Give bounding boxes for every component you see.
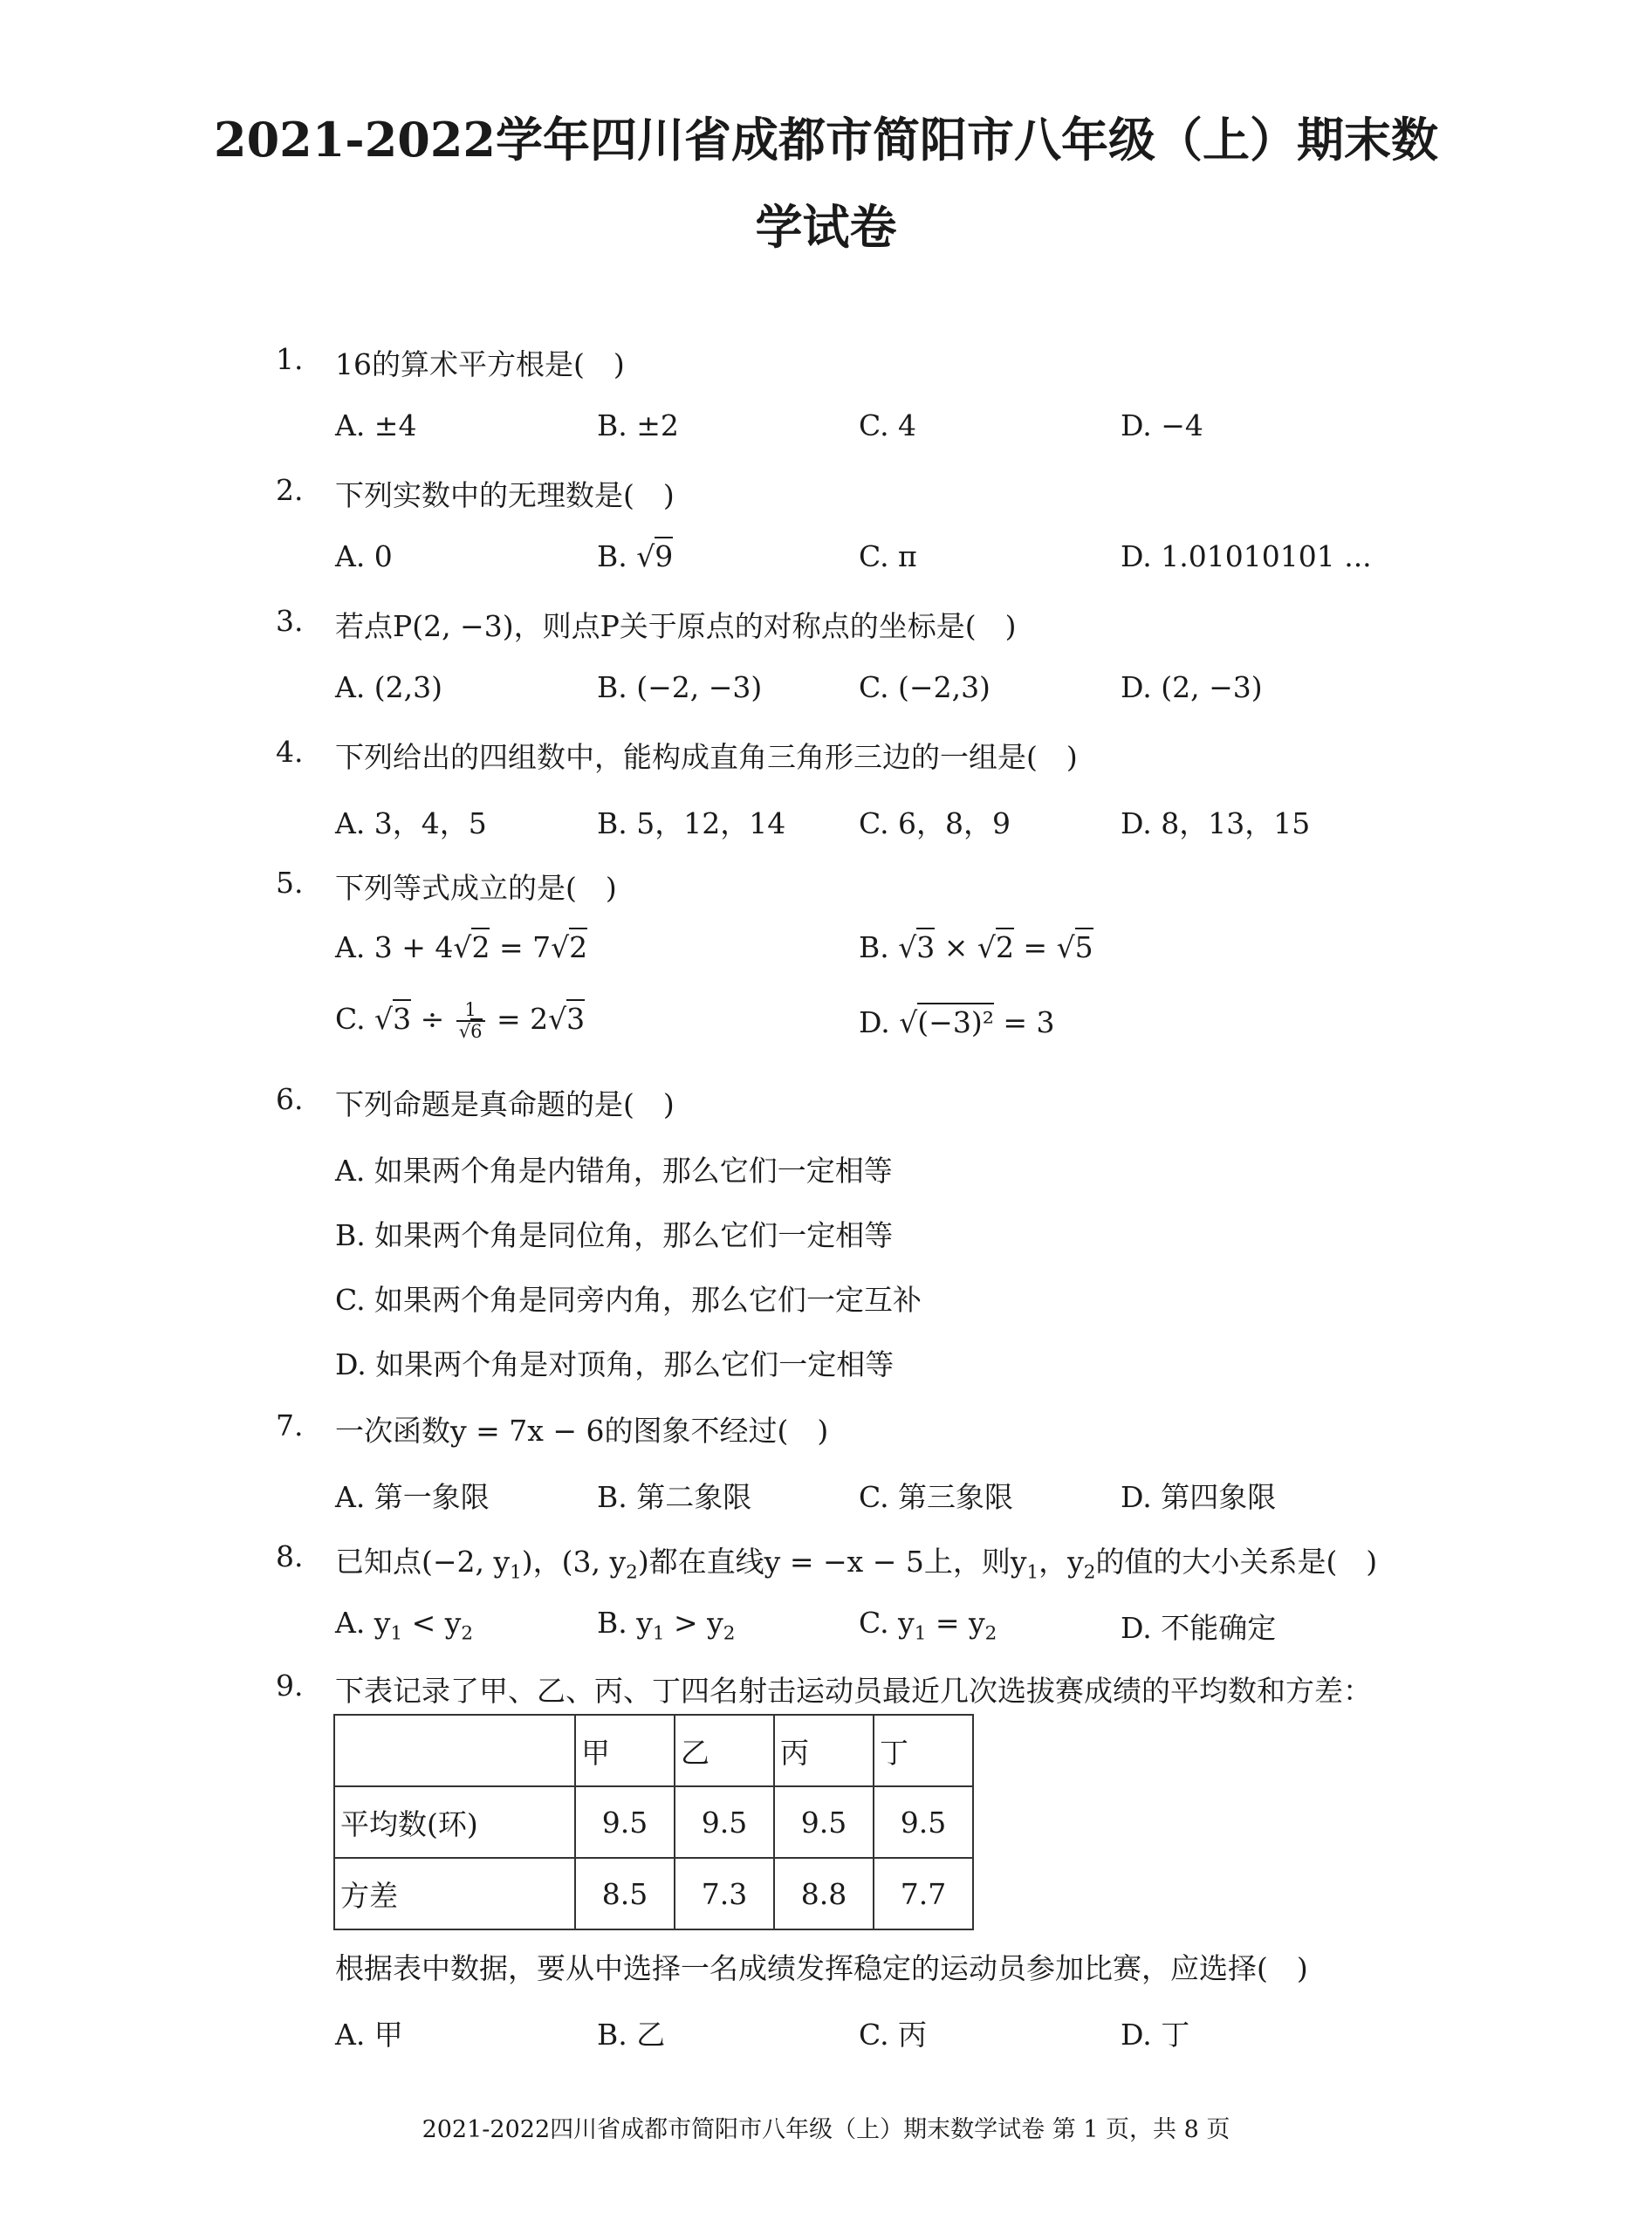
radicand: 3 [916, 928, 935, 964]
expr-part: × √ [935, 930, 996, 964]
stem-part: ，y [1038, 1545, 1084, 1579]
question-number: 5. [276, 866, 304, 900]
expr-part: = √ [1013, 930, 1075, 964]
radicand: 2 [569, 928, 587, 964]
question-number: 9. [276, 1669, 304, 1703]
option-d: D. 丁 [1121, 2018, 1190, 2052]
question-number: 7. [276, 1408, 304, 1443]
expr-part: = 2√ [487, 1002, 567, 1037]
page-title-line-1: 2021-2022学年四川省成都市简阳市八年级（上）期末数 [214, 112, 1438, 168]
scores-table [333, 1714, 974, 1930]
question-number: 2. [276, 473, 304, 507]
expr-part: ÷ [411, 1002, 454, 1037]
option-c: C. (−2,3) [859, 670, 991, 704]
expr-part: > y [664, 1606, 723, 1640]
table-header-cell: 乙 [675, 1715, 774, 1786]
question-number: 6. [276, 1082, 304, 1116]
expr-part: D. √ [859, 1005, 918, 1039]
stem-part: 已知点(−2, y [335, 1545, 511, 1579]
question-stem: 一次函数y = 7x − 6的图象不经过( ) [335, 1414, 829, 1448]
table-cell: 9.5 [774, 1786, 874, 1858]
subscript: 2 [1083, 1561, 1096, 1584]
expr-part: C. y [859, 1606, 915, 1640]
table-header-cell [334, 1715, 575, 1786]
option-c: C. 第三象限 [859, 1480, 1014, 1514]
option-a: A. ±4 [335, 408, 417, 442]
question-stem: 下列给出的四组数中，能构成直角三角形三边的一组是( ) [335, 740, 1078, 774]
option-d: D. −4 [1121, 408, 1203, 442]
stem-part: 的值的大小关系是( ) [1095, 1545, 1378, 1579]
expr-part: A. 3 + 4√ [335, 930, 472, 964]
table-header-cell: 丙 [774, 1715, 874, 1786]
table-cell: 7.3 [675, 1858, 774, 1929]
option-prefix: B. √ [597, 539, 655, 573]
option-a: A. 0 [335, 539, 393, 573]
subscript: 1 [652, 1622, 665, 1645]
table-row [334, 1786, 973, 1858]
table-header-row [334, 1715, 973, 1786]
question-number: 3. [276, 604, 304, 638]
subscript: 1 [914, 1622, 927, 1645]
option-b: B. (−2, −3) [597, 670, 763, 704]
option-c: C. 6，8，9 [859, 806, 1011, 840]
radicand: 5 [1075, 928, 1093, 964]
option-c [859, 1606, 997, 1645]
option-a [335, 1606, 473, 1645]
option-d: D. 第四象限 [1121, 1480, 1277, 1514]
table-row [334, 1858, 973, 1929]
expr-part: A. y [335, 1606, 391, 1640]
question-stem: 下列命题是真命题的是( ) [335, 1087, 675, 1121]
stem-part: )都在直线y = −x − 5上，则y [637, 1545, 1027, 1579]
stem-part: )，(3, y [521, 1545, 627, 1579]
question-number: 4. [276, 735, 304, 769]
option-b [597, 539, 673, 573]
option-d [859, 1005, 1055, 1039]
option-b [859, 930, 1093, 964]
radicand: 6 [470, 1018, 482, 1042]
option-a: A. 第一象限 [335, 1480, 490, 1514]
table-cell: 7.7 [874, 1858, 973, 1929]
table-cell: 9.5 [575, 1786, 675, 1858]
option-b: B. 如果两个角是同位角，那么它们一定相等 [335, 1218, 894, 1252]
option-b: B. 第二象限 [597, 1480, 752, 1514]
option-d: D. (2, −3) [1121, 670, 1263, 704]
subscript: 2 [723, 1622, 736, 1645]
question-stem: 下列等式成立的是( ) [335, 871, 617, 905]
option-a: A. (2,3) [335, 670, 443, 704]
option-a: A. 如果两个角是内错角，那么它们一定相等 [335, 1154, 893, 1188]
subscript: 2 [461, 1622, 474, 1645]
question-stem: 16的算术平方根是( ) [335, 347, 625, 381]
option-c [335, 1000, 585, 1042]
subscript: 2 [984, 1622, 997, 1645]
option-d: D. 8，13，15 [1121, 806, 1311, 840]
option-d: D. 如果两个角是对顶角，那么它们一定相等 [335, 1347, 895, 1381]
fraction [456, 1000, 485, 1042]
table-cell: 9.5 [675, 1786, 774, 1858]
question-9-prompt: 根据表中数据，要从中选择一名成绩发挥稳定的运动员参加比赛，应选择( ) [335, 1951, 1308, 1985]
question-stem [335, 1539, 1377, 1584]
table-cell: 8.8 [774, 1858, 874, 1929]
option-c: C. 丙 [859, 2018, 928, 2052]
fraction-denominator [456, 1022, 485, 1042]
question-number: 1. [276, 342, 304, 376]
expr-part: = 3 [993, 1005, 1055, 1039]
option-b [597, 1606, 735, 1645]
option-c: C. π [859, 539, 917, 573]
question-number: 8. [276, 1539, 304, 1573]
radicand: 2 [996, 928, 1014, 964]
question-stem: 下列实数中的无理数是( ) [335, 478, 675, 512]
option-c: C. 如果两个角是同旁内角，那么它们一定互补 [335, 1283, 922, 1317]
radicand: 9 [655, 537, 673, 573]
table-header-cell: 丁 [874, 1715, 973, 1786]
subscript: 1 [510, 1561, 522, 1584]
expr-part: = 7√ [490, 930, 570, 964]
expr-part: = y [926, 1606, 985, 1640]
option-b: B. 乙 [597, 2018, 666, 2052]
radicand: 3 [393, 999, 411, 1036]
subscript: 1 [390, 1622, 403, 1645]
option-d: D. 1.01010101 ... [1121, 539, 1372, 573]
option-a: A. 3，4，5 [335, 806, 487, 840]
radicand: 2 [471, 928, 490, 964]
expr-part: √ [458, 1021, 471, 1043]
subscript: 2 [626, 1561, 638, 1584]
expr-part: C. √ [335, 1002, 394, 1037]
expr-part: B. √ [859, 930, 917, 964]
table-cell: 9.5 [874, 1786, 973, 1858]
table-header-cell: 甲 [575, 1715, 675, 1786]
question-stem: 下表记录了甲、乙、丙、丁四名射击运动员最近几次选拔赛成绩的平均数和方差： [335, 1674, 1372, 1708]
table-cell: 方差 [334, 1858, 575, 1929]
page-footer: 2021-2022四川省成都市简阳市八年级（上）期末数学试卷 第 1 页，共 8 页 [422, 2116, 1230, 2143]
option-b: B. 5，12，14 [597, 806, 786, 840]
option-d: D. 不能确定 [1121, 1611, 1277, 1645]
question-stem: 若点P(2, −3)，则点P关于原点的对称点的坐标是( ) [335, 609, 1017, 643]
table-cell: 平均数(环) [334, 1786, 575, 1858]
option-b: B. ±2 [597, 408, 679, 442]
expr-part: < y [402, 1606, 462, 1640]
fraction-numerator: 1 [456, 1000, 485, 1022]
subscript: 1 [1026, 1561, 1039, 1584]
radicand: (−3)² [917, 1003, 994, 1039]
option-a [335, 930, 587, 964]
option-c: C. 4 [859, 408, 917, 442]
option-a: A. 甲 [335, 2018, 403, 2052]
page-title-line-2: 学试卷 [755, 199, 897, 255]
table-cell: 8.5 [575, 1858, 675, 1929]
radicand: 3 [566, 999, 585, 1036]
expr-part: B. y [597, 1606, 653, 1640]
